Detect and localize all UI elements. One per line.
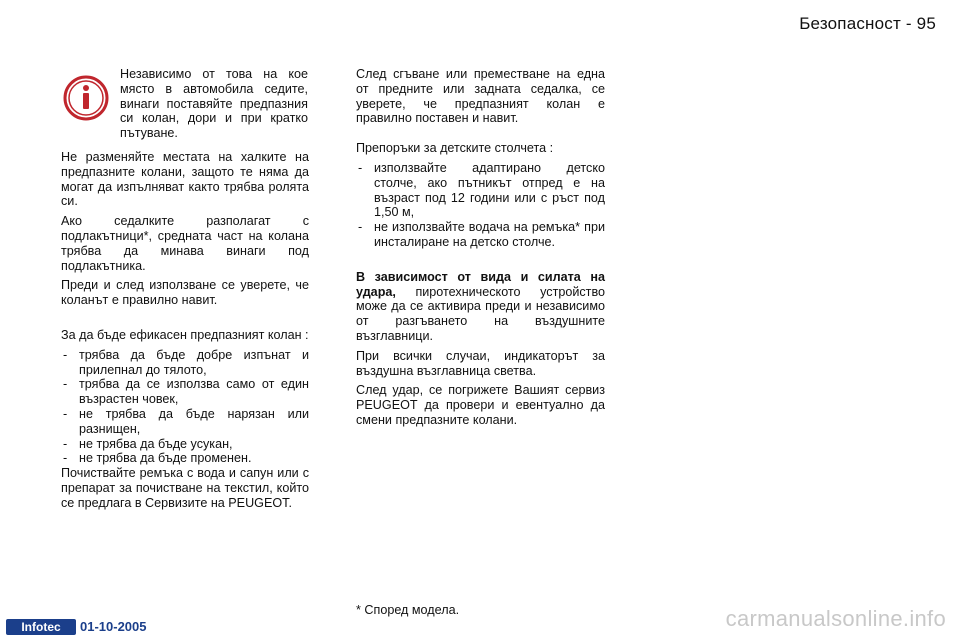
- info-note-text: Независимо от това на кое място в автомобила седите, винаги поставяйте предпазния си колан, дори и при кратко пътуване.: [120, 67, 308, 141]
- infotec-badge: Infotec: [6, 619, 76, 635]
- info-note: [120, 67, 308, 141]
- watermark: carmanualsonline.info: [725, 606, 946, 631]
- paragraph: За да бъде ефикасен предпазният колан :: [61, 327, 309, 342]
- child-seat-list: [356, 161, 605, 250]
- list-item: - не трябва да бъде променен.: [61, 451, 309, 466]
- list-item: - не използвайте водача на ремъка* при инсталиране на детско столче.: [356, 220, 605, 250]
- edition-date: 01-10-2005: [80, 619, 147, 634]
- paragraph: [356, 270, 605, 344]
- right-column: [356, 67, 605, 428]
- list-item: - трябва да се използва само от един възрастен човек,: [61, 377, 309, 407]
- paragraph: Не разменяйте местата на халките на предпазните колани, защото те няма да могат да изпълняват както трябва ролята си.: [61, 150, 309, 209]
- paragraph: Преди и след използване се уверете, че коланът е правилно навит.: [61, 278, 309, 308]
- belt-requirements-list: [61, 348, 309, 466]
- paragraph: При всички случаи, индикаторът за въздушна възглавница светва.: [356, 348, 605, 378]
- page-header: Безопасност - 95: [799, 14, 936, 33]
- paragraph: След удар, се погрижете Вашият сервиз PEUGEOT да провери и евентуално да смени предпазните колани.: [356, 383, 605, 427]
- info-icon: [62, 74, 110, 122]
- paragraph: След сгъване или преместване на една от предните или задната седалка, се уверете, че предпазният колан е правилно поставен и навит.: [356, 67, 605, 126]
- list-item: - не трябва да бъде нарязан или разнищен,: [61, 407, 309, 437]
- footnote: * Според модела.: [356, 603, 460, 617]
- list-item: - използвайте адаптирано детско столче, ако пътникът отпред е на възраст под 12 години или с ръст под 1,50 м,: [356, 161, 605, 220]
- paragraph-rest: пиротехническото устройство може да се активира преди и независимо от разгъването на въздушните възглавници.: [356, 284, 605, 343]
- list-item: - не трябва да бъде усукан,: [61, 437, 309, 452]
- left-column: [61, 150, 309, 511]
- paragraph: Почиствайте ремъка с вода и сапун или с препарат за почистване на текстил, който се предлага в Сервизите на PEUGEOT.: [61, 466, 309, 510]
- bold-lead: В зависимост от вида и силата на удара,: [356, 269, 605, 299]
- paragraph: Ако седалките разполагат с подлакътници*, средната част на колана трябва да минава винаги под подлакътника.: [61, 214, 309, 273]
- paragraph: Препоръки за детските столчета :: [356, 141, 554, 156]
- list-item: - трябва да бъде добре изпънат и прилепнал до тялото,: [61, 348, 309, 378]
